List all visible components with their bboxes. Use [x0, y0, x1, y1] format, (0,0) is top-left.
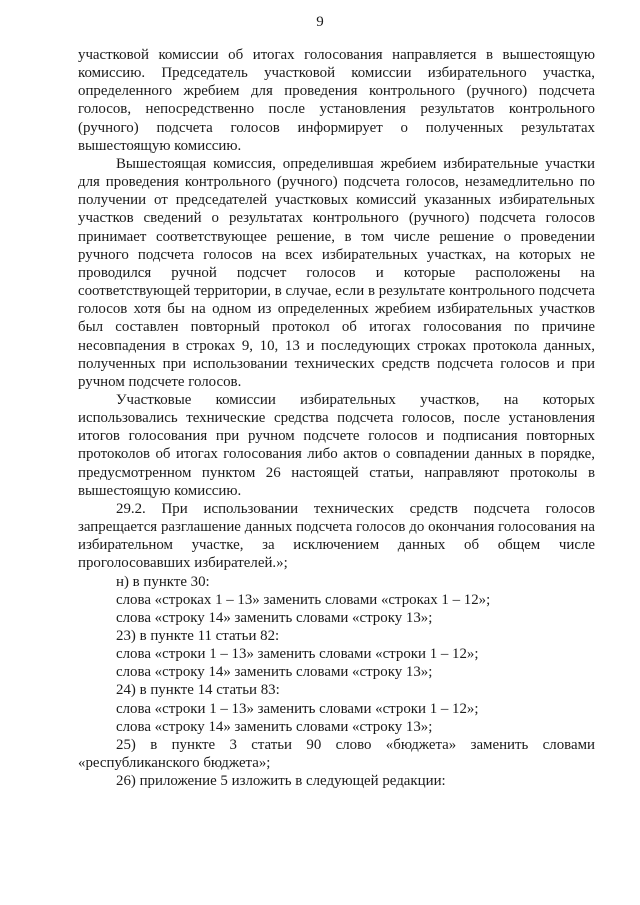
amendment-item: 23) в пункте 11 статьи 82: — [116, 628, 280, 644]
paragraph-higher-commission: Вышестоящая комиссия, определившая жребием избирательные участки для проведения контрольного (ручного) подсчета голосов, незамедлительно по получении от председателей участковых комиссий указанных избирательных участков сведений о результатах контрольного (ручного) подсчета голосов принимает соответствующее решение, в том числе решение о проведении ручного подсчета голосов на всех избирательных участках, на которых не проводился ручной подсчет голосов и которые расположены на соответствующей территории, в случае, если в результате контрольного подсчета голосов хотя бы на одном из определенных жребием избирательных участков был составлен повторный протокол об итогах голосования по причине несовпадения в строках 9, 10, 13 и последующих строках протокола данных, полученных при использовании технических средств подсчета голосов и при ручном подсчете голосов. — [78, 155, 595, 390]
amendment-item: 24) в пункте 14 статьи 83: — [116, 682, 280, 699]
amendment-item: 26) приложение 5 изложить в следующей редакции: — [116, 773, 446, 790]
amendment-item: слова «строки 1 – 13» заменить словами «строки 1 – 12»; — [116, 646, 479, 663]
paragraph-continuation: участковой комиссии об итогах голосования направляется в вышестоящую комиссию. Председатель участковой комиссии избирательного участка, определенного жребием для проведения контрольного (ручного) подсчета голосов, непосредственно после установления результатов контрольного (ручного) подсчета голосов информирует о полученных результатах вышестоящую комиссию. — [78, 47, 595, 154]
paragraph-precinct-commissions: Участковые комиссии избирательных участков, на которых использовались технические средства подсчета голосов, после установления итогов голосования при ручном подсчете голосов и подписания повторных протоколов об итогах голосования либо актов о совпадении данных в порядке, предусмотренном пунктом 26 настоящей статьи, направляют протоколы в вышестоящую комиссию. — [78, 391, 595, 499]
amendment-item: н) в пункте 30: — [116, 573, 210, 590]
amendment-item: 25) в пункте 3 статьи 90 слово «бюджета» заменить словами «республиканского бюджета»; — [78, 736, 595, 772]
amendment-item: слова «строку 14» заменить словами «строку 13»; — [116, 609, 433, 626]
amendment-item: слова «строку 14» заменить словами «строку 13»; — [116, 718, 433, 735]
page-number: 9 — [316, 14, 324, 30]
amendment-item: слова «строках 1 – 13» заменить словами «строках 1 – 12»; — [116, 591, 491, 608]
paragraph-29-2: 29.2. При использовании технических средств подсчета голосов запрещается разглашение данных подсчета голосов до окончания голосования на избирательном участке, за исключением данных об общем числе проголосовавших избирателей.»; — [78, 500, 595, 572]
document-body — [78, 46, 595, 790]
amendment-item: слова «строку 14» заменить словами «строку 13»; — [116, 664, 433, 681]
amendment-item: слова «строки 1 – 13» заменить словами «строки 1 – 12»; — [116, 700, 479, 717]
